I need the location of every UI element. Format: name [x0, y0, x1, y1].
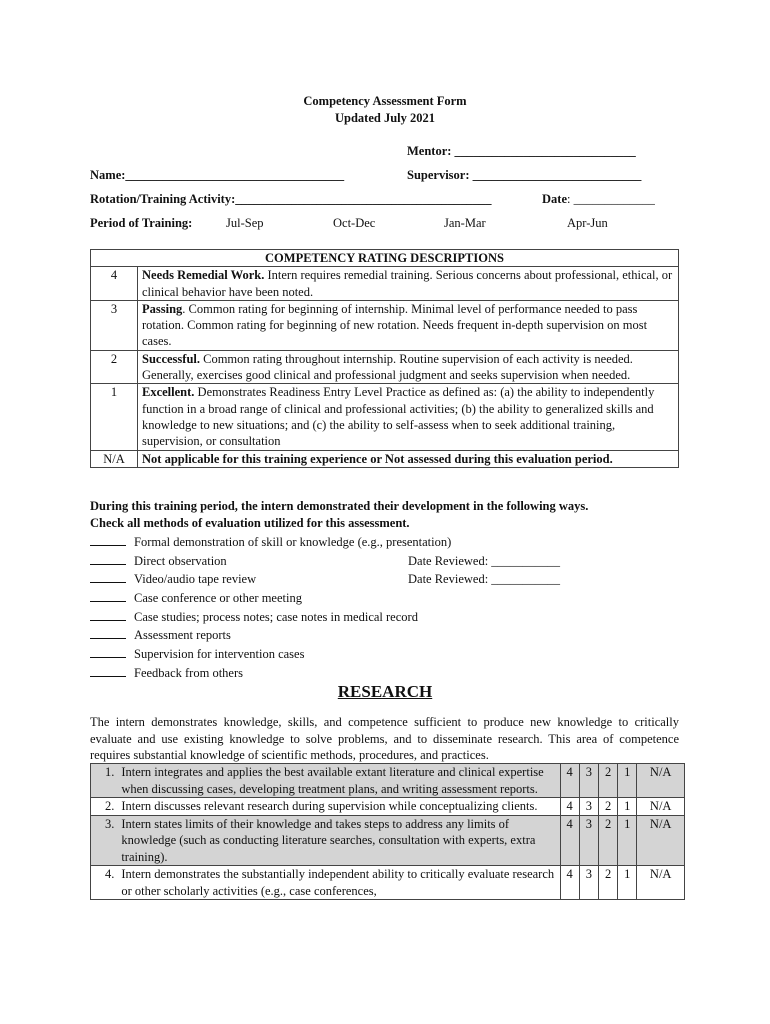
item-text: Intern integrates and applies the best available extant literature and clinical expertise when discussing cases, developing treatment plans, and writing assessment reports.: [118, 764, 560, 798]
evaluation-intro: During this training period, the intern demonstrated their development in the following ways.: [90, 499, 589, 513]
ratings-heading: COMPETENCY RATING DESCRIPTIONS: [91, 250, 679, 267]
evaluation-methods-list: [90, 533, 561, 683]
method-item[interactable]: [90, 589, 451, 608]
date-field[interactable]: [542, 192, 655, 207]
rating-option-3[interactable]: 3: [579, 798, 598, 816]
period-label: Period of Training:: [90, 216, 193, 230]
rating-term: Needs Remedial Work.: [142, 268, 265, 283]
method-label: Video/audio tape review: [134, 572, 257, 587]
item-number: 1.: [91, 764, 119, 798]
rating-option-1[interactable]: 1: [618, 764, 637, 798]
method-label: Case conference or other meeting: [134, 591, 302, 606]
method-checkbox-blank[interactable]: [90, 645, 126, 658]
rating-level: N/A: [91, 450, 138, 467]
rating-text: Intern requires remedial training. Serious concerns about professional, ethical, or clinical behavior have been noted.: [142, 268, 673, 299]
item-number: 3.: [91, 815, 119, 866]
item-text: Intern discusses relevant research during supervision while conceptualizing clients.: [118, 798, 560, 816]
form-title: Competency Assessment Form: [303, 94, 467, 108]
item-text: Intern demonstrates the substantially independent ability to critically evaluate research or other scholarly activities (e.g., case conferences,: [118, 866, 560, 900]
method-label: Formal demonstration of skill or knowledge (e.g., presentation): [134, 535, 452, 549]
rating-option-3[interactable]: 3: [579, 764, 598, 798]
rating-option-na[interactable]: N/A: [637, 798, 685, 816]
method-label: Supervision for intervention cases: [134, 647, 305, 662]
rating-term: Passing: [142, 301, 183, 316]
period-option-apr-jun[interactable]: Apr-Jun: [567, 216, 608, 230]
rating-option-1[interactable]: 1: [618, 866, 637, 900]
method-item[interactable]: [90, 533, 451, 552]
rating-text: . Common rating for beginning of internship. Minimal level of performance needed to pass rotation. Common rating for beginning of new rotation. Needs frequent in-depth supervision on most cases.: [142, 301, 648, 349]
method-checkbox-blank[interactable]: [90, 664, 126, 677]
date-label: Date: [542, 192, 567, 206]
item-number: 2.: [91, 798, 119, 816]
form-updated-date: Updated July 2021: [334, 111, 436, 125]
method-label: Assessment reports: [134, 628, 231, 643]
period-option-jan-mar[interactable]: Jan-Mar: [444, 216, 486, 230]
rating-option-4[interactable]: 4: [560, 798, 579, 816]
research-intro: The intern demonstrates knowledge, skills, and competence sufficient to produce new knowledge to critically evaluate and use existing knowledge to solve problems, and to disseminate research. This area of competence requires substantial knowledge of scientific methods, procedures, and practices.: [90, 715, 679, 762]
rating-option-3[interactable]: 3: [579, 815, 598, 866]
rating-row: [91, 450, 679, 467]
item-number: 4.: [91, 866, 119, 900]
supervisor-field[interactable]: Supervisor: ___________________________: [407, 168, 642, 182]
rating-option-na[interactable]: N/A: [637, 866, 685, 900]
rating-option-na[interactable]: N/A: [637, 815, 685, 866]
date-blank: : _____________: [567, 192, 655, 206]
item-text: Intern states limits of their knowledge and takes steps to address any limits of knowledge (such as conducting literature searches, consultation with experts, extra training).: [118, 815, 560, 866]
table-row: [91, 798, 685, 816]
rating-description: [138, 450, 679, 467]
period-option-jul-sep[interactable]: Jul-Sep: [226, 216, 264, 230]
table-row: [91, 866, 685, 900]
method-label: Case studies; process notes; case notes in medical record: [134, 609, 418, 624]
rating-option-1[interactable]: 1: [618, 815, 637, 866]
rating-descriptions-table: [90, 249, 679, 468]
rating-row: [91, 300, 679, 350]
method-checkbox-blank[interactable]: [90, 533, 126, 546]
table-row: [91, 815, 685, 866]
rating-description: [138, 267, 679, 301]
method-item[interactable]: [90, 664, 451, 683]
mentor-field[interactable]: Mentor: _____________________________: [407, 144, 636, 158]
method-checkbox-blank[interactable]: [90, 589, 126, 602]
rating-row: [91, 350, 679, 384]
method-checkbox-blank[interactable]: [90, 552, 126, 565]
rating-row: [91, 384, 679, 450]
rotation-field[interactable]: Rotation/Training Activity:_________________________________________: [90, 192, 492, 206]
rating-level: 1: [91, 384, 138, 450]
method-checkbox-blank[interactable]: [90, 570, 126, 583]
rating-option-4[interactable]: 4: [560, 866, 579, 900]
method-checkbox-blank[interactable]: [90, 626, 126, 639]
rating-level: 3: [91, 300, 138, 350]
date-reviewed-field[interactable]: Date Reviewed: ___________: [408, 572, 561, 587]
research-heading: RESEARCH: [337, 682, 433, 701]
rating-option-4[interactable]: 4: [560, 815, 579, 866]
rating-option-2[interactable]: 2: [598, 798, 617, 816]
rating-description: [138, 350, 679, 384]
date-reviewed-field[interactable]: Date Reviewed: ___________: [408, 553, 561, 568]
table-row: [91, 764, 685, 798]
rating-text: Demonstrates Readiness Entry Level Practice as defined as: (a) the ability to independently function in a broad range of clinical and professional activities; (b) the ability to generalized skills and knowledge to new situations; and (c) the ability to self-assess when to seek additional training, supervision, or consultation: [142, 385, 655, 449]
rating-option-2[interactable]: 2: [598, 764, 617, 798]
rating-level: 4: [91, 267, 138, 301]
method-item[interactable]: [90, 645, 451, 664]
method-label: Feedback from others: [134, 665, 243, 680]
rating-description: [138, 384, 679, 450]
method-item[interactable]: [90, 626, 451, 645]
rating-option-1[interactable]: 1: [618, 798, 637, 816]
rating-level: 2: [91, 350, 138, 384]
rating-text: Common rating throughout internship. Routine supervision of each activity is needed. Generally, exercises good clinical and professional judgment and seeks supervision when needed.: [142, 351, 633, 383]
research-items-table: [90, 763, 685, 900]
method-item[interactable]: [90, 608, 451, 627]
method-checkbox-blank[interactable]: [90, 608, 126, 621]
rating-option-3[interactable]: 3: [579, 866, 598, 900]
rating-term: Not applicable for this training experience or Not assessed during this evaluation period.: [142, 451, 613, 466]
method-label: Direct observation: [134, 553, 227, 568]
rating-option-na[interactable]: N/A: [637, 764, 685, 798]
rating-term: Excellent.: [142, 385, 195, 400]
rating-row: [91, 267, 679, 301]
rating-option-2[interactable]: 2: [598, 866, 617, 900]
name-field[interactable]: Name:___________________________________: [90, 168, 345, 182]
rating-description: [138, 300, 679, 350]
rating-term: Successful.: [142, 351, 200, 366]
method-item[interactable]: [90, 552, 561, 571]
period-option-oct-dec[interactable]: Oct-Dec: [333, 216, 376, 230]
rating-option-4[interactable]: 4: [560, 764, 579, 798]
method-item[interactable]: [90, 570, 561, 589]
rating-option-2[interactable]: 2: [598, 815, 617, 866]
evaluation-instruction: Check all methods of evaluation utilized for this assessment.: [90, 516, 410, 530]
